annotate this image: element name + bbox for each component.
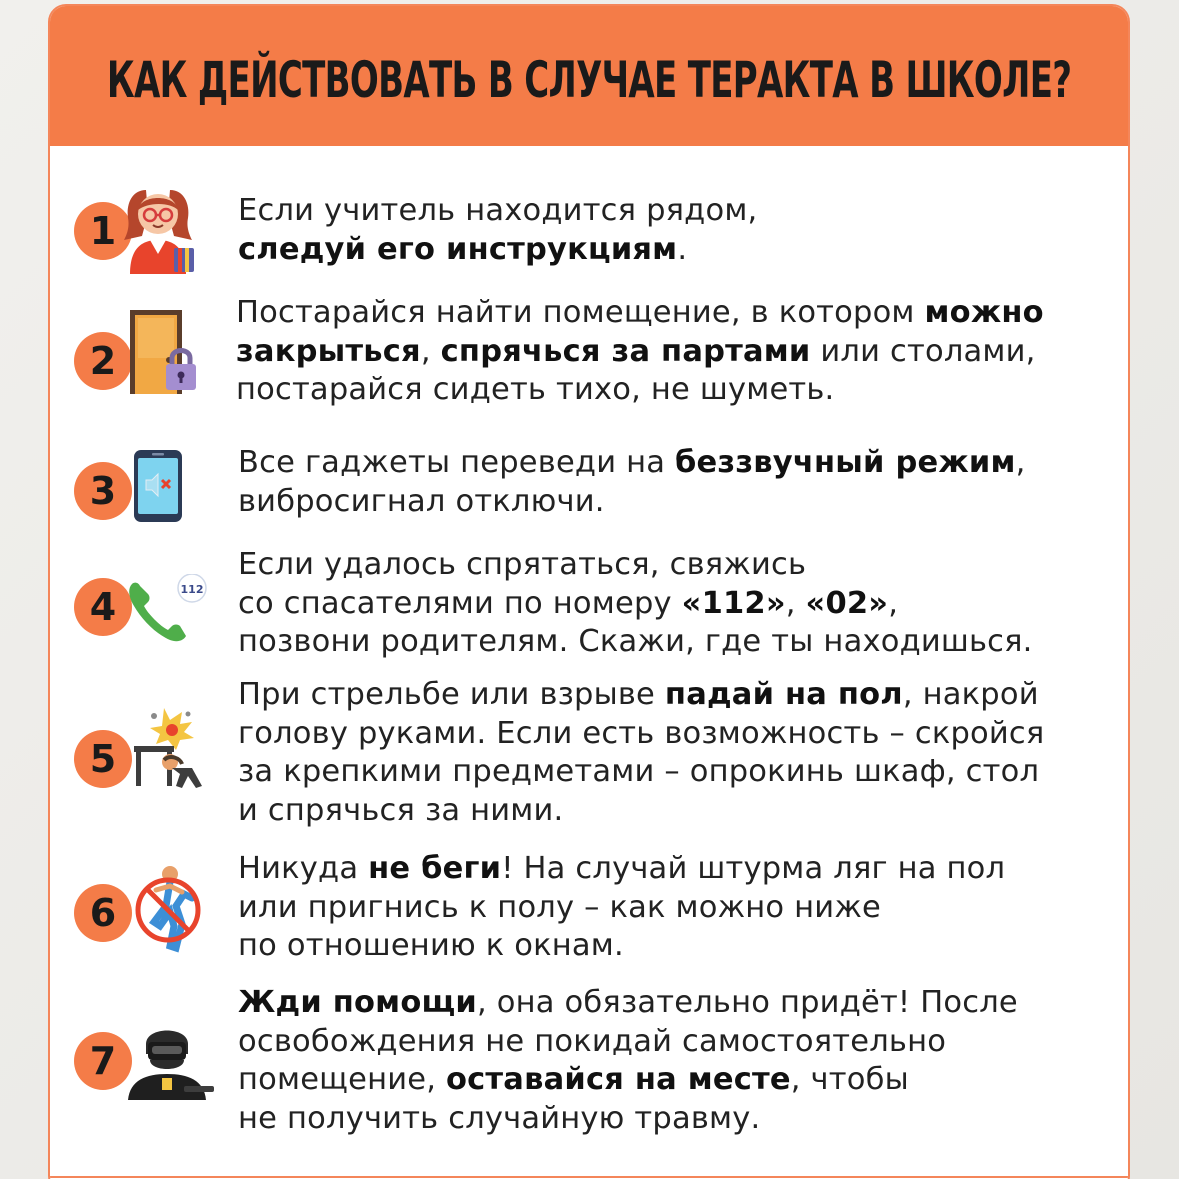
list-item-7 [74, 984, 1124, 1149]
step-number: 1 [74, 202, 132, 260]
step-number: 3 [74, 462, 132, 520]
phone-112-icon [124, 574, 214, 644]
explosion-cover-icon [130, 706, 220, 796]
bold-text: не беги [368, 851, 502, 886]
plain-text: или пригнись к полу – как можно ниже [238, 889, 881, 925]
text-line [238, 623, 1128, 662]
locked-door-icon [126, 308, 206, 398]
item-text [238, 546, 1128, 662]
step-number: 6 [74, 884, 132, 942]
plain-text: вибросигнал отключи. [238, 483, 605, 519]
step-number: 4 [74, 578, 132, 636]
text-line [238, 231, 1128, 270]
text-line [238, 889, 1128, 928]
instruction-card [48, 4, 1130, 1179]
plain-text: При стрельбе или взрыве [238, 677, 665, 712]
text-line [238, 927, 1128, 966]
text-line [236, 371, 1126, 410]
list-item-4 [74, 546, 1124, 666]
bold-text: «112» [681, 585, 786, 621]
plain-text: не получить случайную травму. [238, 1100, 761, 1136]
text-line [238, 1100, 1128, 1139]
bold-text: Жди помощи [238, 985, 477, 1020]
text-line [238, 1023, 1128, 1062]
plain-text: , [888, 585, 899, 621]
step-number: 5 [74, 730, 132, 788]
plain-text: и спрячься за ними. [238, 792, 564, 828]
plain-text: Все гаджеты переведи на [238, 445, 676, 480]
list-item-5 [74, 676, 1124, 836]
silent-phone-icon [130, 448, 190, 524]
plain-text: позвони родителям. Скажи, где ты находишься. [238, 624, 1033, 659]
plain-text: , [785, 585, 806, 621]
bold-text: спрячься за партами [440, 333, 811, 369]
bold-text: следуй его инструкциям [238, 231, 678, 267]
text-line [238, 792, 1128, 831]
plain-text: за крепкими предметами – опрокинь шкаф, стол [238, 754, 1040, 789]
plain-text: по отношению к окнам. [238, 928, 624, 963]
text-line [238, 444, 1128, 483]
bold-text: закрыться [236, 333, 421, 369]
phone-112-label: 112 [180, 583, 204, 596]
text-line [236, 333, 1126, 372]
plain-text: , чтобы [790, 1062, 909, 1097]
item-text [238, 444, 1128, 521]
no-running-icon [126, 862, 206, 957]
plain-text: , [1015, 445, 1026, 480]
plain-text: освобождения не покидай самостоятельно [238, 1023, 947, 1059]
text-line [238, 984, 1128, 1023]
bold-text: оставайся на месте [446, 1062, 791, 1097]
plain-text: ! На случай штурма ляг на пол [501, 851, 1006, 886]
plain-text: , она обязательно придёт! После [476, 985, 1018, 1020]
plain-text: или столами, [810, 333, 1036, 369]
text-line [238, 546, 1128, 585]
bold-text: «02» [805, 585, 889, 621]
item-text [238, 676, 1128, 830]
header [50, 6, 1128, 146]
text-line [236, 294, 1126, 333]
plain-text: помещение, [238, 1062, 446, 1097]
step-number: 7 [74, 1032, 132, 1090]
text-line [238, 192, 1128, 231]
list-item-3 [74, 440, 1124, 530]
bold-text: падай на пол [664, 677, 903, 712]
text-line [238, 715, 1128, 754]
special-forces-icon [126, 1020, 216, 1100]
text-line [238, 753, 1128, 792]
text-line [238, 483, 1128, 522]
plain-text: постарайся сидеть тихо, не шуметь. [236, 372, 835, 407]
list-item-2 [74, 294, 1124, 424]
plain-text: со спасателями по номеру [238, 585, 682, 621]
item-text [238, 984, 1128, 1138]
bold-text: беззвучный режим [675, 445, 1016, 480]
plain-text: Если учитель находится рядом, [238, 193, 758, 228]
item-text [238, 192, 1128, 269]
text-line [238, 850, 1128, 889]
page-title: КАК ДЕЙСТВОВАТЬ В СЛУЧАЕ ТЕРАКТА В ШКОЛЕ? [106, 51, 1072, 109]
plain-text: Если удалось спрятаться, свяжись [238, 547, 807, 582]
plain-text: Никуда [238, 851, 369, 886]
item-text [238, 850, 1128, 966]
text-line [238, 676, 1128, 715]
plain-text: , накрой [902, 677, 1039, 712]
bold-text: можно [924, 295, 1044, 330]
plain-text: . [677, 231, 688, 267]
item-text [236, 294, 1126, 410]
teacher-icon [118, 184, 198, 274]
list-item-1 [74, 182, 1124, 282]
text-line [238, 1061, 1128, 1100]
text-line [238, 585, 1128, 624]
step-number: 2 [74, 332, 132, 390]
plain-text: , [420, 333, 441, 369]
list-item-6 [74, 848, 1124, 968]
plain-text: голову руками. Если есть возможность – скройся [238, 715, 1045, 751]
plain-text: Постарайся найти помещение, в котором [236, 295, 925, 330]
bottom-divider [50, 1176, 1128, 1178]
